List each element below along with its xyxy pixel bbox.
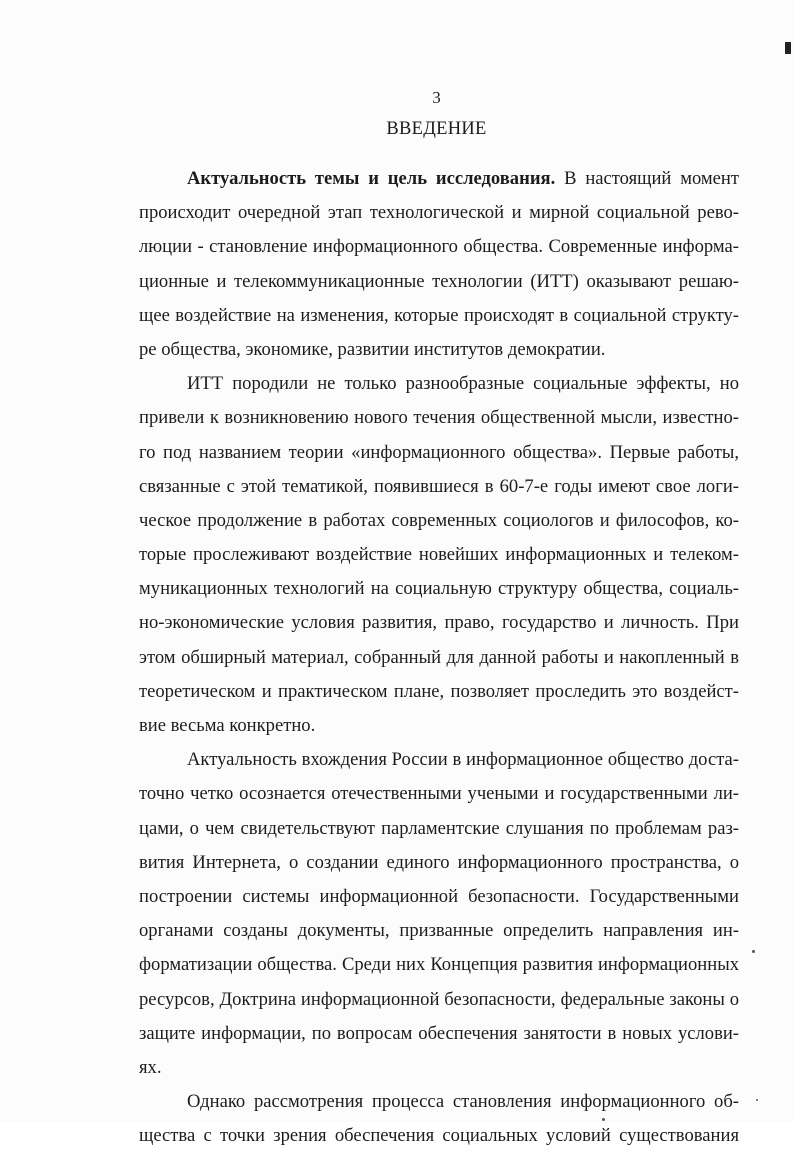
paragraph-1-line-2: происходит очередной этап технологической и мирной социальной рево- [139,202,739,224]
lead-heading: Актуальность темы и цель исследования. [187,168,556,189]
page-number: 3 [432,88,441,107]
section-title: ВВЕДЕНИЕ [386,119,487,139]
paragraph-2-line-3: го под названием теории «информационного общества». Первые работы, [139,441,739,463]
paragraph-2-line-11: вие весьма конкретно. [139,715,316,736]
paragraph-2-line-7: муникационных технологий на социальную структуру общества, социаль- [139,578,739,600]
body-text [139,162,739,1153]
paragraph-1-line-5: щее воздействие на изменения, которые происходят в социальной структу- [139,304,739,326]
paragraph-3-line-6: органами созданы документы, призванные определить направления ин- [139,920,739,942]
line-text: В настоящий момент [555,168,740,189]
paragraph-3-line-4: вития Интернета, о создании единого информационного пространства, о [139,851,739,873]
scan-speck [756,1099,758,1101]
paragraph-3-line-10: ях. [139,1056,162,1078]
paragraph-4-line-1: Однако рассмотрения процесса становления информационного об- [187,1091,739,1113]
paragraph-1-line-1 [139,162,739,196]
paragraph-2-line-1: ИТТ породили не только разнообразные социальные эффекты, но [187,373,739,395]
paragraph-2-line-10: теоретическом и практическом плане, позволяет проследить это воздейст- [139,680,739,702]
paragraph-3-line-7: форматизации общества. Среди них Концепция развития информационных [139,954,739,976]
paragraph-3-line-5: построении системы информационной безопасности. Государственными [139,885,739,907]
paragraph-2-line-8: но-экономические условия развития, право, государство и личность. При [139,612,739,634]
paragraph-1-line-6: ре общества, экономике, развитии институтов демократии. [139,338,606,360]
paragraph-3-line-1: Актуальность вхождения России в информационное общество доста- [187,749,739,771]
paragraph-3-line-2: точно четко осознается отечественными учеными и государственными ли- [139,783,739,805]
paragraph-2-line-6: торые прослеживают воздействие новейших информационных и телеком- [139,544,739,566]
paragraph-4-line-2: щества с точки зрения обеспечения социальных условий существования [139,1125,739,1147]
scan-speck [752,950,755,953]
paragraph-3-line-9: защите информации, по вопросам обеспечения занятости в новых услови- [139,1022,739,1044]
paragraph-2-line-2: привели к возникновению нового течения общественной мысли, известно- [139,407,739,429]
scan-edge-mark [785,42,791,54]
paragraph-2-line-5: ческое продолжение в работах современных социологов и философов, ко- [139,509,739,531]
paragraph-1-line-4: ционные и телекоммуникационные технологии (ИТТ) оказывают решаю- [139,270,739,292]
scan-speck [602,1118,605,1121]
paragraph-3-line-3: цами, о чем свидетельствуют парламентские слушания по проблемам раз- [139,817,739,839]
paragraph-2-line-4: связанные с этой тематикой, появившиеся в 60-7-е годы имеют свое логи- [139,475,739,497]
paragraph-2-line-9: этом обширный материал, собранный для данной работы и накопленный в [139,646,739,668]
paragraph-1-line-3: люции - становление информационного общества. Современные информа- [139,236,739,258]
paragraph-3-line-8: ресурсов, Доктрина информационной безопасности, федеральные законы о [139,988,739,1010]
